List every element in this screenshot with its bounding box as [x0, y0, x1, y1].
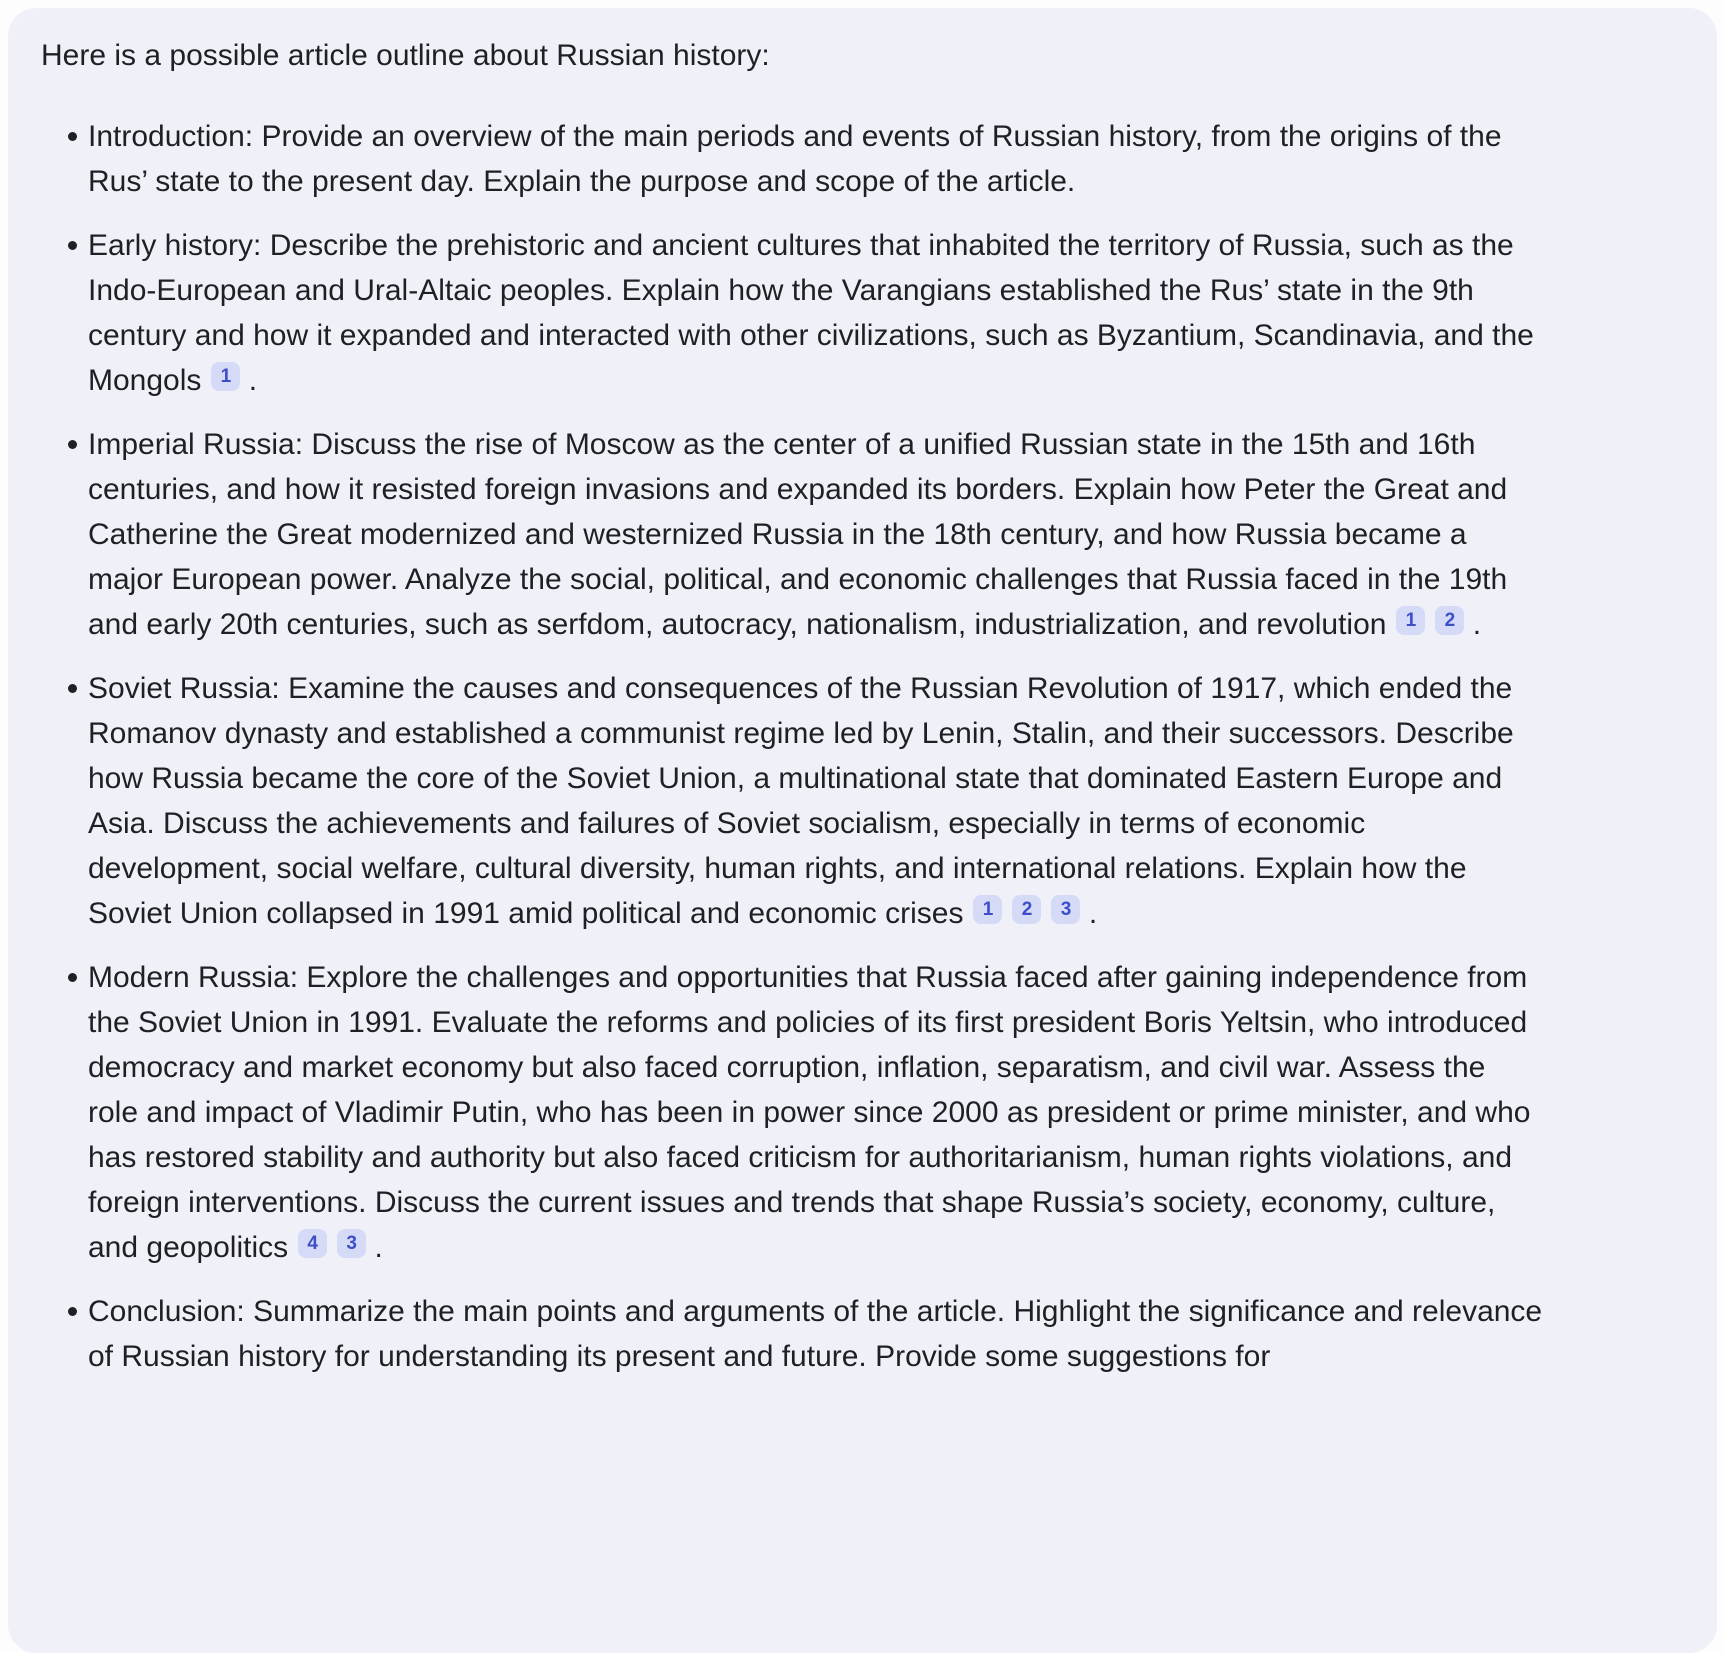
- list-item: Early history: Describe the prehistoric and ancient cultures that inhabited the territory of Russia, such as the Indo-European and Ural-Altaic peoples. Explain how the Varangians established the Rus’ state in the 9th century and how it expanded and interacted with other civilizations, such as Byzantium, Scandinavia, and the Mongols 1 .: [88, 223, 1543, 403]
- list-item: Introduction: Provide an overview of the main periods and events of Russian history, from the origins of the Rus’ state to the present day. Explain the purpose and scope of the article.: [88, 114, 1543, 204]
- intro-line: Here is a possible article outline about Russian history:: [41, 39, 770, 72]
- citation-badge[interactable]: 4: [298, 1229, 327, 1258]
- citation-badge[interactable]: 2: [1435, 606, 1464, 635]
- outline-list: [41, 114, 1543, 1379]
- list-item: Modern Russia: Explore the challenges and opportunities that Russia faced after gaining independence from the Soviet Union in 1991. Evaluate the reforms and policies of its first president Boris Yeltsin, who introduced democracy and market economy but also faced corruption, inflation, separatism, and civil war. Assess the role and impact of Vladimir Putin, who has been in power since 2000 as president or prime minister, and who has restored stability and authority but also faced criticism for authoritarianism, human rights violations, and foreign interventions. Discuss the current issues and trends that shape Russia’s society, economy, culture, and geopolitics 4 3 .: [88, 955, 1543, 1270]
- list-item: Conclusion: Summarize the main points and arguments of the article. Highlight the significance and relevance of Russian history for understanding its present and future. Provide some suggestions for: [88, 1289, 1543, 1379]
- list-item: Imperial Russia: Discuss the rise of Moscow as the center of a unified Russian state in the 15th and 16th centuries, and how it resisted foreign invasions and expanded its borders. Explain how Peter the Great and Catherine the Great modernized and westernized Russia in the 18th century, and how Russia became a major European power. Analyze the social, political, and economic challenges that Russia faced in the 19th and early 20th centuries, such as serfdom, autocracy, nationalism, industrialization, and revolution 1 2 .: [88, 422, 1543, 647]
- list-item: Soviet Russia: Examine the causes and consequences of the Russian Revolution of 1917, which ended the Romanov dynasty and established a communist regime led by Lenin, Stalin, and their successors. Describe how Russia became the core of the Soviet Union, a multinational state that dominated Eastern Europe and Asia. Discuss the achievements and failures of Soviet socialism, especially in terms of economic development, social welfare, cultural diversity, human rights, and international relations. Explain how the Soviet Union collapsed in 1991 amid political and economic crises 1 2 3 .: [88, 666, 1543, 936]
- message-content: [8, 8, 1543, 1379]
- citation-badge[interactable]: 2: [1012, 895, 1041, 924]
- citation-badge[interactable]: 1: [211, 362, 240, 391]
- citation-badge[interactable]: 1: [1396, 606, 1425, 635]
- citation-badge[interactable]: 1: [973, 895, 1002, 924]
- citation-badge[interactable]: 3: [1051, 895, 1080, 924]
- assistant-message-card: [8, 8, 1717, 1653]
- citation-badge[interactable]: 3: [337, 1229, 366, 1258]
